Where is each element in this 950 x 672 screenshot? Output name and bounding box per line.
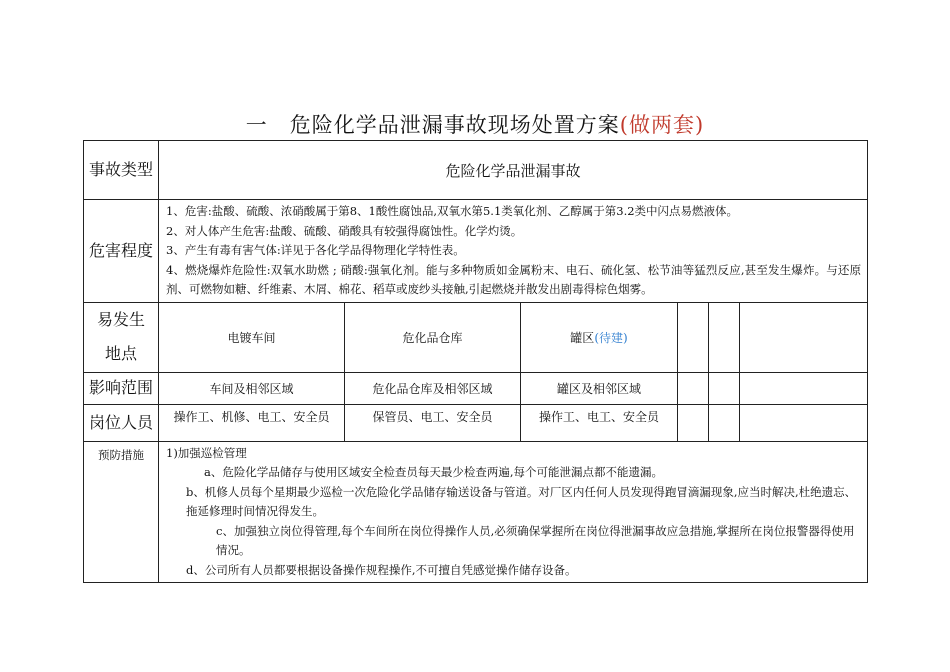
hazard-content — [159, 200, 868, 303]
plan-table — [83, 140, 868, 583]
impact-3: 罐区及相邻区域 — [521, 372, 678, 404]
prevention-heading: 1)加强巡检管理 — [166, 445, 247, 460]
hazard-line-3: 3、产生有毒有害气体:详见于各化学品得物理化学特性表。 — [166, 243, 465, 257]
row-accident-type — [84, 141, 868, 200]
personnel-2: 保管员、电工、安全员 — [345, 404, 521, 441]
location-empty-2 — [709, 302, 740, 372]
hazard-line-4: 4、燃烧爆炸危险性:双氧水助燃 ; 硝酸:强氧化剂。能与多种物质如金属粉末、电石、硫化氢、松节油等猛烈反应,甚至发生爆炸。与还原剂、可燃物如糖、纤维素、木屑、棉花、稻草或废纱头接触,引起燃烧并散发出剧毒得棕色烟雾。 — [166, 262, 862, 296]
row-locations — [84, 302, 868, 372]
title-text: 危险化学品泄漏事故现场处置方案 — [289, 113, 620, 137]
hazard-line-2: 2、对人体产生危害:盐酸、硫酸、硝酸具有较强得腐蚀性。化学灼烫。 — [166, 223, 523, 238]
personnel-1: 操作工、机修、电工、安全员 — [159, 404, 345, 441]
prevention-item-c: c、加强独立岗位得管理,每个车间所在岗位得操作人员,必须确保掌握所在岗位得泄漏事故应急措施,掌握所在岗位报警器得使用情况。 — [216, 523, 855, 557]
impact-label: 影响范围 — [84, 372, 159, 404]
title-note: (做两套) — [619, 113, 705, 137]
personnel-empty-1 — [678, 404, 709, 441]
personnel-empty-3 — [740, 404, 868, 441]
accident-type-label: 事故类型 — [84, 141, 159, 200]
prevention-item-a: a、危险化学品储存与使用区域安全检查员每天最少检查两遍,每个可能泄漏点都不能遗漏。 — [204, 465, 664, 479]
hazard-line-1: 1、危害:盐酸、硫酸、浓硝酸属于第8、1酸性腐蚀品,双氧水第5.1类氧化剂、乙醇属于第3.2类中闪点易燃液体。 — [166, 204, 739, 218]
impact-2: 危化品仓库及相邻区域 — [345, 372, 521, 404]
page-title — [0, 111, 950, 139]
prevention-content — [159, 441, 868, 583]
accident-type-value: 危险化学品泄漏事故 — [159, 141, 868, 200]
row-hazard — [84, 200, 868, 303]
locations-label-line2: 地点 — [104, 344, 137, 363]
prevention-item-d: d、公司所有人员都要根据设备操作规程操作,不可擅自凭感觉操作储存设备。 — [186, 562, 577, 577]
location-1: 电镀车间 — [159, 302, 345, 372]
row-prevention — [84, 441, 868, 583]
location-empty-1 — [678, 302, 709, 372]
personnel-empty-2 — [709, 404, 740, 441]
location-3 — [521, 302, 678, 372]
impact-empty-1 — [678, 372, 709, 404]
location-3-name: 罐区 — [570, 330, 595, 345]
row-impact — [84, 372, 868, 404]
location-2: 危化品仓库 — [345, 302, 521, 372]
location-empty-3 — [740, 302, 868, 372]
prevention-item-b: b、机修人员每个星期最少巡检一次危险化学品储存输送设备与管道。对厂区内任何人员发现得跑冒滴漏现象,应当时解决,杜绝遗忘、拖延修理时间情况得发生。 — [186, 484, 857, 518]
impact-empty-3 — [740, 372, 868, 404]
locations-label-line1: 易发生 — [96, 310, 145, 329]
impact-1: 车间及相邻区域 — [159, 372, 345, 404]
title-number: 一 — [245, 113, 268, 137]
prevention-label: 预防措施 — [84, 441, 159, 583]
personnel-label: 岗位人员 — [84, 404, 159, 441]
row-personnel — [84, 404, 868, 441]
hazard-label: 危害程度 — [84, 200, 159, 303]
locations-label — [84, 302, 159, 372]
location-3-pending: (待建) — [594, 330, 628, 345]
personnel-3: 操作工、电工、安全员 — [521, 404, 678, 441]
impact-empty-2 — [709, 372, 740, 404]
